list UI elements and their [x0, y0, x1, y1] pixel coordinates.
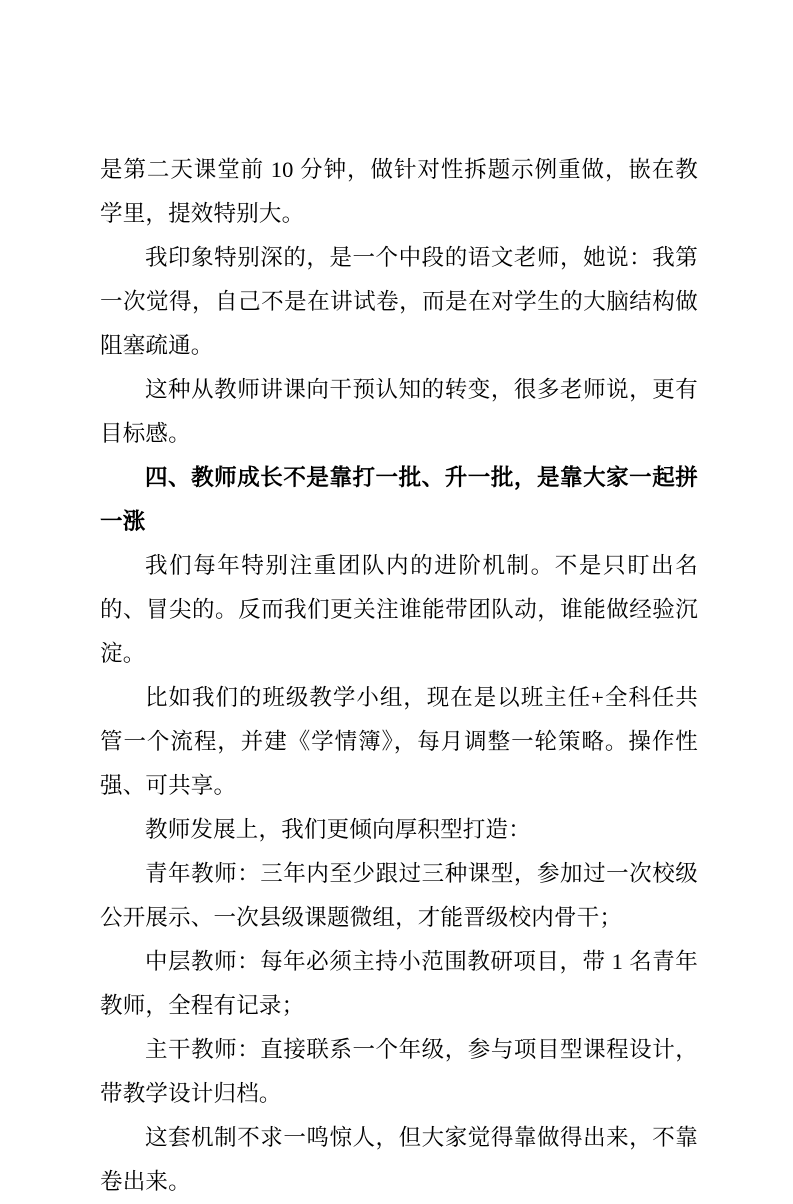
paragraph: 我印象特别深的，是一个中段的语文老师，她说：我第一次觉得，自己不是在讲试卷，而是在对学生的大脑结构做阻塞疏通。: [100, 245, 698, 358]
paragraph: 比如我们的班级教学小组，现在是以班主任+全科任共管一个流程，并建《学情簿》，每月调整一轮策略。操作性强、可共享。: [100, 685, 698, 798]
paragraph: 教师发展上，我们更倾向厚积型打造：: [145, 817, 531, 842]
document-body: [100, 148, 698, 1204]
paragraph: 我们每年特别注重团队内的进阶机制。不是只盯出名的、冒尖的。反而我们更关注谁能带团队动，谁能做经验沉淀。: [100, 553, 698, 666]
paragraph: 青年教师：三年内至少跟过三种课型，参加过一次校级公开展示、一次县级课题微组，才能晋级校内骨干；: [100, 861, 698, 930]
paragraph: 中层教师：每年必须主持小范围教研项目，带 1 名青年教师，全程有记录；: [100, 949, 698, 1018]
paragraph: 这种从教师讲课向干预认知的转变，很多老师说，更有目标感。: [100, 377, 698, 446]
paragraph: 这套机制不求一鸣惊人，但大家觉得靠做得出来，不靠卷出来。: [100, 1125, 698, 1194]
section-heading: 四、教师成长不是靠打一批、升一批，是靠大家一起拼一涨: [100, 465, 698, 534]
paragraph: 主干教师：直接联系一个年级，参与项目型课程设计，带教学设计归档。: [100, 1037, 698, 1106]
paragraph: 是第二天课堂前 10 分钟，做针对性拆题示例重做，嵌在教学里，提效特别大。: [100, 157, 698, 226]
